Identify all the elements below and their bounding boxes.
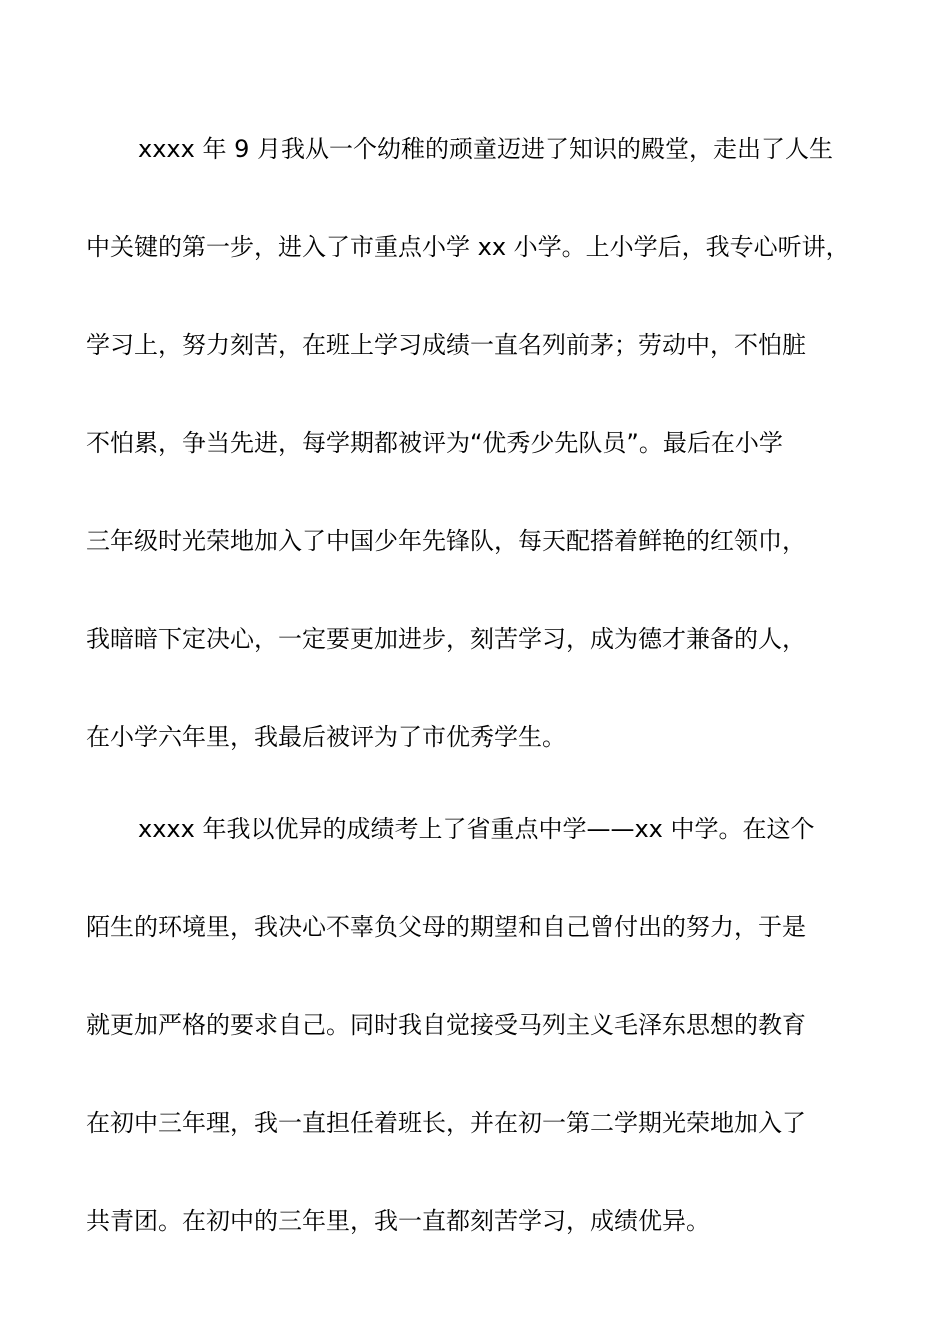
- paragraph-line: 就更加严格的要求自己。同时我自觉接受马列主义毛泽东思想的教育: [86, 1011, 806, 1039]
- paragraph-line: xxxx 年 9 月我从一个幼稚的顽童迈进了知识的殿堂，走出了人生: [138, 135, 833, 163]
- paragraph-line: 在小学六年里，我最后被评为了市优秀学生。: [86, 723, 566, 751]
- paragraph-line: 我暗暗下定决心，一定要更加进步，刻苦学习，成为德才兼备的人，: [86, 625, 806, 653]
- paragraph-primary-school: [86, 100, 876, 786]
- paragraph-line: 陌生的环境里，我决心不辜负父母的期望和自己曾付出的努力，于是: [86, 913, 806, 941]
- paragraph-line: xxxx 年我以优异的成绩考上了省重点中学——xx 中学。在这个: [138, 815, 815, 843]
- paragraph-line: 三年级时光荣地加入了中国少年先锋队，每天配搭着鲜艳的红领巾，: [86, 527, 806, 555]
- paragraph-line: 共青团。在初中的三年里，我一直都刻苦学习，成绩优异。: [86, 1207, 710, 1235]
- paragraph-line: 学习上，努力刻苦，在班上学习成绩一直名列前茅；劳动中，不怕脏: [86, 331, 806, 359]
- paragraph-line: 不怕累，争当先进，每学期都被评为“优秀少先队员”。最后在小学: [86, 429, 783, 457]
- paragraph-line: 在初中三年理，我一直担任着班长，并在初一第二学期光荣地加入了: [86, 1109, 806, 1137]
- paragraph-middle-school: [86, 780, 876, 1270]
- paragraph-line: 中关键的第一步，进入了市重点小学 xx 小学。上小学后，我专心听讲，: [86, 233, 850, 261]
